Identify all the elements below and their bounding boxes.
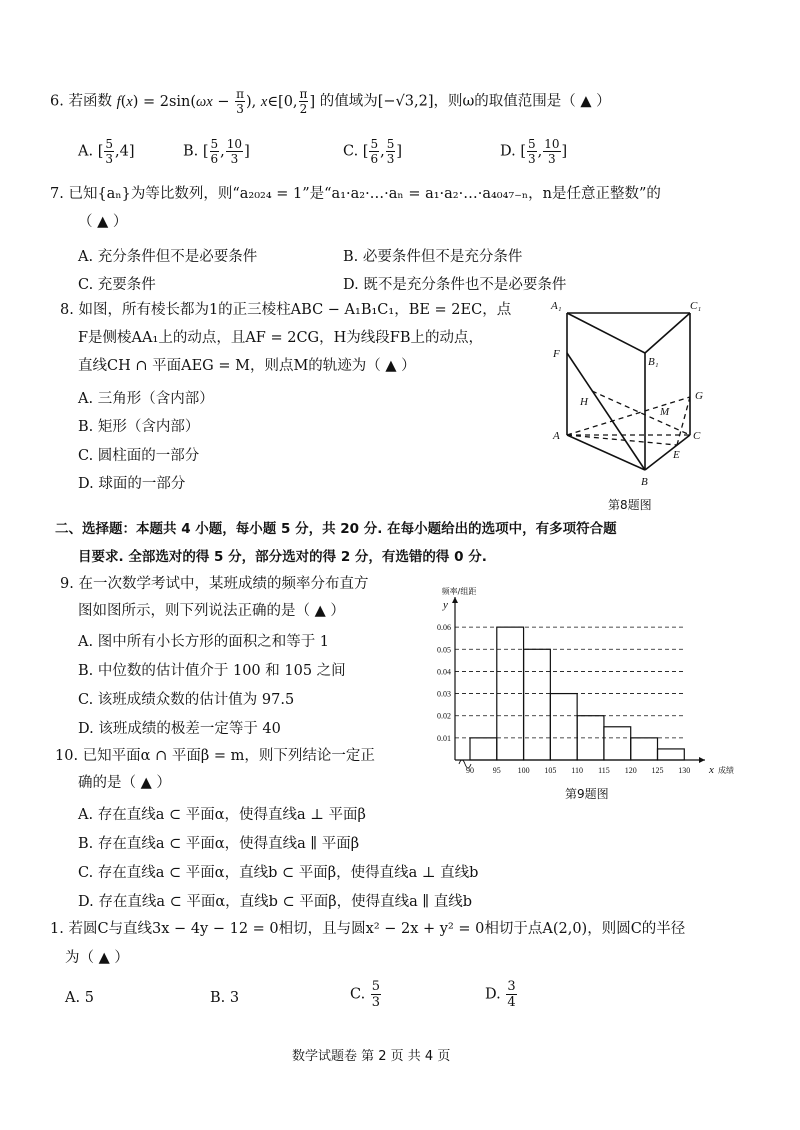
q9-histogram [425,580,734,805]
q9-caption: 第9题图 [565,787,609,801]
q6-option-c: C. [ $\frac{5}{6}$ , $\frac{5}{3}$ ] [343,137,403,166]
label-c1: C₁ [690,300,702,312]
y-axis-symbol: y [443,599,448,611]
q9-line1 [60,574,368,594]
q6-option-a: A. [ $\frac{5}{3}$ ,4] [78,137,135,166]
label-a: A [553,430,560,442]
x-tick-label: 90 [466,766,474,775]
q7-option-b: B. 必要条件但不是充分条件 [343,249,523,265]
q8-line1 [60,300,511,320]
ylabel: 频率/组距 [441,587,477,596]
x-tick-label: 125 [651,766,664,775]
x-tick-label: 115 [598,766,610,775]
histogram-bar [604,727,631,760]
histogram-bar [658,749,685,760]
q9-option-a: A. 图中所有小长方形的面积之和等于 1 [78,634,330,650]
edge-a1b1 [567,313,645,353]
label-h: H [580,396,588,408]
q8-line1-text: 如图，所有棱长都为1的正三棱柱ABC − A₁B₁C₁，BE = 2EC，点 [78,302,512,318]
q6-option-b: B. [ $\frac{5}{6}$ , $\frac{10}{3}$ ] [183,137,250,166]
q8-option-c: C. 圆柱面的一部分 [78,448,200,464]
label-b1: B₁ [648,356,659,368]
x-tick-label: 100 [517,766,530,775]
xlabel: 成绩 [718,766,734,775]
q10-option-b: B. 存在直线a ⊂ 平面α，使得直线a ∥ 平面β [78,836,360,852]
q11-option-a: A. 5 [65,990,94,1006]
x-tick-label: 130 [678,766,691,775]
q7-line1-text: 已知{aₙ}为等比数列，则“a₂₀₂₄ = 1”是“a₁·a₂·…·aₙ = a₁·a₂·…·a₄₀₄₇₋ₙ，n是任意正整数”的 [68,186,661,202]
q8-number: 8. [60,302,74,318]
x-axis-symbol: x [709,764,714,776]
q11-option-c: C. $\frac{5}{3}$ [350,979,381,1010]
section2-line2: 目要求. 全部选对的得 5 分，部分选对的得 2 分，有选错的得 0 分. [78,549,487,565]
label-b: B [641,476,648,488]
q11-line2: 为（ ▲ ） [65,950,129,966]
q6-stem-post: 的值域为[−√3,2]，则ω的取值范围是（ ▲ ） [319,93,611,110]
edge-bc [645,435,690,470]
q11-option-d: D. $\frac{3}{4}$ [485,979,516,1010]
q8-prism-figure [545,295,720,520]
x-tick-label: 95 [492,766,501,775]
q8-option-d: D. 球面的一部分 [78,476,186,492]
section2-line1: 二、选择题：本题共 4 小题，每小题 5 分，共 20 分. 在每小题给出的选项中，有多项符合题 [55,521,617,537]
q9-number: 9. [60,576,74,592]
q6-function: f(x) = 2sin(ωx − $\frac{\pi}{3}$ ), x∈[0, $\frac{\pi}{2}$ ] [116,87,320,116]
x-tick-label: 120 [624,766,637,775]
q6-option-d: D. [ $\frac{5}{3}$ , $\frac{10}{3}$ ] [500,137,568,166]
y-tick-label: 0.01 [437,733,451,743]
y-tick-label: 0.03 [437,689,451,699]
q6-stem-pre: 若函数 [68,93,112,110]
q9-line1-text: 在一次数学考试中，某班成绩的频率分布直方 [78,576,369,592]
q11-line1 [50,919,685,939]
q10-option-c: C. 存在直线a ⊂ 平面α，直线b ⊂ 平面β，使得直线a ⊥ 直线b [78,865,479,881]
label-c: C [693,430,701,442]
x-tick-label: 110 [571,766,583,775]
q9-option-b: B. 中位数的估计值介于 100 和 105 之间 [78,663,346,679]
q8-caption: 第8题图 [608,498,652,512]
q10-option-a: A. 存在直线a ⊂ 平面α，使得直线a ⊥ 平面β [78,807,366,823]
label-m: M [660,406,670,418]
q9-line2: 图如图所示，则下列说法正确的是（ ▲ ） [78,603,345,619]
label-f: F [553,348,560,360]
q11-number: 1. [50,921,64,937]
q7-option-a: A. 充分条件但不是必要条件 [78,249,258,265]
q7-option-d: D. 既不是充分条件也不是必要条件 [343,277,567,293]
q6-number: 6. [50,93,64,110]
y-tick-label: 0.04 [437,667,451,677]
q10-line1-text: 已知平面α ∩ 平面β = m，则下列结论一定正 [82,748,375,764]
q7-number: 7. [50,186,64,202]
q7-line1 [50,184,661,204]
q6-stem [50,88,611,115]
page-footer: 数学试题卷 第 2 页 共 4 页 [292,1049,451,1064]
q9-option-d: D. 该班成绩的极差一定等于 40 [78,721,281,737]
label-g: G [695,390,703,402]
q8-option-b: B. 矩形（含内部） [78,419,200,435]
q10-line1 [55,746,375,766]
edge-b1c1 [645,313,690,353]
label-e: E [673,449,680,461]
histogram-bar [470,738,497,760]
q9-option-c: C. 该班成绩众数的估计值为 97.5 [78,692,295,708]
q8-line3: 直线CH ∩ 平面AEG = M，则点M的轨迹为（ ▲ ） [78,358,416,374]
y-axis-arrow [452,597,458,603]
histogram-bar [631,738,658,760]
y-tick-label: 0.05 [437,645,451,655]
axis-break-mark [459,760,471,768]
histogram-bar [524,649,551,760]
q10-number: 10. [55,748,79,764]
q11-line1-text: 若圆C与直线3x − 4y − 12 = 0相切，且与圆x² − 2x + y² = 0相切于点A(2,0)，则圆C的半径 [68,921,686,937]
y-tick-label: 0.02 [437,711,451,721]
q10-line2: 确的是（ ▲ ） [78,775,171,791]
histogram-bar [550,694,577,760]
q7-option-c: C. 充要条件 [78,277,156,293]
x-axis-arrow [699,757,705,763]
y-tick-label: 0.06 [437,623,451,633]
segment-eg-dashed [677,397,690,445]
q7-line2: （ ▲ ） [78,214,128,230]
label-a1: A₁ [551,300,562,312]
x-tick-label: 105 [544,766,557,775]
q11-option-b: B. 3 [210,990,240,1006]
q10-option-d: D. 存在直线a ⊂ 平面α，直线b ⊂ 平面β，使得直线a ∥ 直线b [78,894,473,910]
q8-line2: F是侧棱AA₁上的动点，且AF = 2CG，H为线段FB上的动点， [78,330,483,346]
q8-option-a: A. 三角形（含内部） [78,391,214,407]
